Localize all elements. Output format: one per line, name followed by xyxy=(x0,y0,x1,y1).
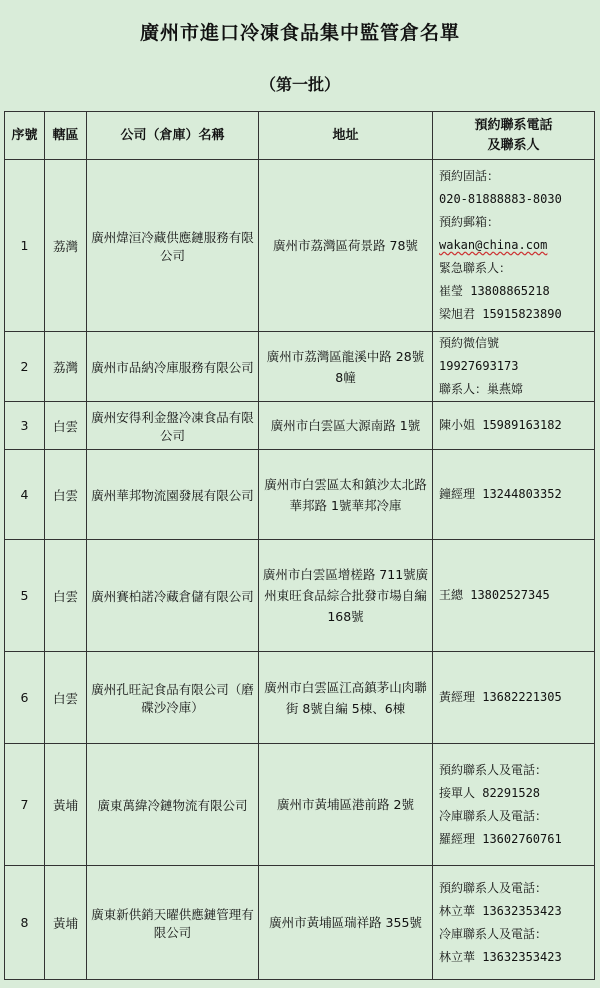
cell-no: 2 xyxy=(5,332,45,402)
contact-line: 梁旭君 15915823890 xyxy=(439,307,562,321)
contact-line: 林立華 13632353423 xyxy=(439,903,562,918)
table-row xyxy=(5,160,595,332)
contact-line: 緊急聯系人： xyxy=(439,261,512,275)
contact-line: 冷庫聯系人及電話： xyxy=(439,926,548,941)
cell-contact xyxy=(433,402,595,450)
contact-line: 鐘經理 13244803352 xyxy=(439,487,562,501)
table-row xyxy=(5,744,595,866)
cell-company: 廣東新供銷天曜供應鏈管理有限公司 xyxy=(87,866,259,980)
cell-contact xyxy=(433,744,595,866)
contact-line: 陳小姐 15989163182 xyxy=(439,418,562,432)
header-district: 轄區 xyxy=(45,112,87,160)
cell-district: 白雲 xyxy=(45,402,87,450)
contact-line: 羅經理 13602760761 xyxy=(439,831,562,846)
cell-company: 廣州市品納冷庫服務有限公司 xyxy=(87,332,259,402)
cell-no: 1 xyxy=(5,160,45,332)
cell-district: 荔灣 xyxy=(45,332,87,402)
table-row xyxy=(5,450,595,540)
table-row xyxy=(5,540,595,652)
cell-address: 廣州市白雲區增槎路 711號廣州東旺食品綜合批發市場自編 168號 xyxy=(259,540,433,652)
cell-no: 4 xyxy=(5,450,45,540)
contact-line: 預約固話： xyxy=(439,169,500,183)
cell-address: 廣州市荔灣區龍溪中路 28號 8幢 xyxy=(259,332,433,402)
header-no: 序號 xyxy=(5,112,45,160)
cell-address: 廣州市黃埔區港前路 2號 xyxy=(259,744,433,866)
cell-company: 廣東萬緯冷鏈物流有限公司 xyxy=(87,744,259,866)
cell-address: 廣州市荔灣區荷景路 78號 xyxy=(259,160,433,332)
contact-line: 020-81888883-8030 xyxy=(439,192,562,206)
cell-address: 廣州市白雲區大源南路 1號 xyxy=(259,402,433,450)
header-contact: 預約聯系電話 及聯系人 xyxy=(433,112,595,160)
cell-district: 白雲 xyxy=(45,652,87,744)
contact-line: 崔瑩 13808865218 xyxy=(439,284,550,298)
page-subtitle: （第一批） xyxy=(259,75,340,94)
contact-line: 王總 13802527345 xyxy=(439,588,550,602)
table-row xyxy=(5,866,595,980)
cell-address: 廣州市白雲區江高鎮茅山肉聯街 8號自編 5棟、6棟 xyxy=(259,652,433,744)
cell-contact xyxy=(433,540,595,652)
header-address: 地址 xyxy=(259,112,433,160)
cell-district: 黃埔 xyxy=(45,866,87,980)
cell-district: 荔灣 xyxy=(45,160,87,332)
cell-no: 3 xyxy=(5,402,45,450)
contact-line: 聯系人：巢燕嫦 xyxy=(439,382,524,396)
page-title: 廣州市進口冷凍食品集中監管倉名單 xyxy=(139,22,460,44)
warehouse-table xyxy=(4,111,595,980)
cell-no: 8 xyxy=(5,866,45,980)
cell-address: 廣州市白雲區太和鎮沙太北路華邦路 1號華邦冷庫 xyxy=(259,450,433,540)
contact-line: 接單人 82291528 xyxy=(439,785,541,800)
table-row xyxy=(5,652,595,744)
cell-district: 白雲 xyxy=(45,540,87,652)
contact-line: 預約聯系人及電話： xyxy=(439,880,548,895)
cell-district: 白雲 xyxy=(45,450,87,540)
cell-company: 廣州安得利金盤冷凍食品有限公司 xyxy=(87,402,259,450)
contact-line: 黃經理 13682221305 xyxy=(439,690,562,704)
header-company: 公司（倉庫）名稱 xyxy=(87,112,259,160)
cell-address: 廣州市黃埔區瑞祥路 355號 xyxy=(259,866,433,980)
cell-contact xyxy=(433,332,595,402)
table-row xyxy=(5,402,595,450)
cell-company: 廣州華邦物流園發展有限公司 xyxy=(87,450,259,540)
cell-contact xyxy=(433,866,595,980)
cell-contact xyxy=(433,160,595,332)
contact-line: 冷庫聯系人及電話： xyxy=(439,808,548,823)
cell-district: 黃埔 xyxy=(45,744,87,866)
table-row xyxy=(5,332,595,402)
table-header-row xyxy=(5,112,595,160)
contact-line: 預約微信號 xyxy=(439,336,500,350)
cell-contact xyxy=(433,450,595,540)
contact-line: 19927693173 xyxy=(439,359,519,373)
contact-email: wakan@china.com xyxy=(439,238,548,252)
cell-no: 7 xyxy=(5,744,45,866)
cell-company: 廣州孔旺記食品有限公司（磨碟沙冷庫） xyxy=(87,652,259,744)
contact-line: 林立華 13632353423 xyxy=(439,949,562,964)
cell-company: 廣州煒洹冷藏供應鏈服務有限公司 xyxy=(87,160,259,332)
cell-no: 6 xyxy=(5,652,45,744)
cell-contact xyxy=(433,652,595,744)
cell-no: 5 xyxy=(5,540,45,652)
cell-company: 廣州賽柏諾冷藏倉儲有限公司 xyxy=(87,540,259,652)
contact-line: 預約聯系人及電話： xyxy=(439,762,548,777)
contact-line: 預約郵箱： xyxy=(439,215,500,229)
